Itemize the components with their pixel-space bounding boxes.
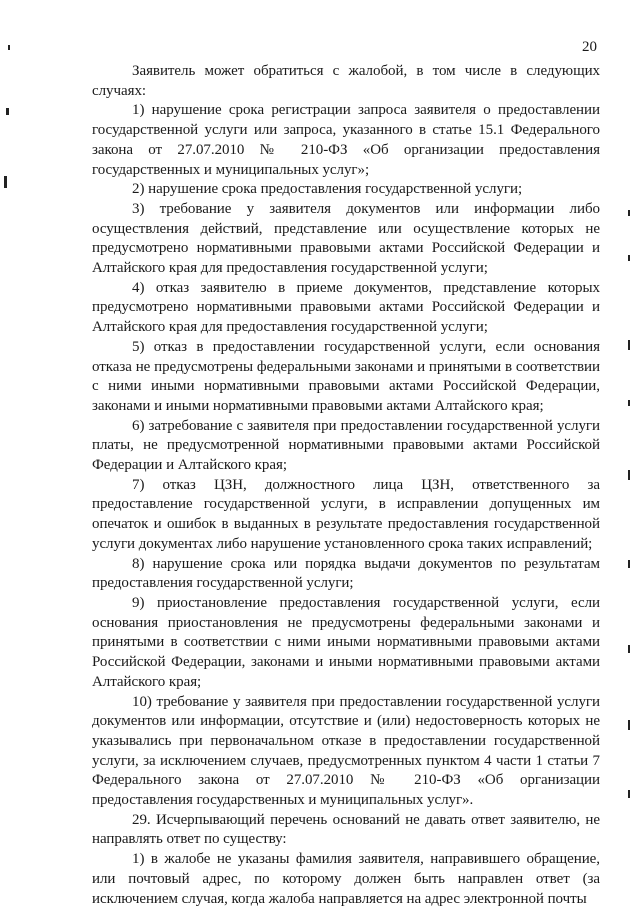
paragraph-item-5: 5) отказ в предоставлении государственной услуги, если основания отказа не предусмотрены федеральными законами и принятыми в соответствии с ними иными нормативными правовыми актами Российской Федерации, законами и иными нормативными правовыми актами Алтайского края; xyxy=(92,338,600,414)
paragraph-item-6: 6) затребование с заявителя при предоставлении государственной услуги платы, не предусмотренной нормативными правовыми актами Российской Федерации и Алтайского края; xyxy=(92,417,600,474)
scan-mark-left-2 xyxy=(6,108,9,115)
scan-mark-left-1 xyxy=(8,45,10,50)
page-number: 20 xyxy=(582,39,597,55)
paragraph-item-2: 2) нарушение срока предоставления государственной услуги; xyxy=(132,181,523,198)
paragraph-item-1: 1) нарушение срока регистрации запроса заявителя о предоставлении государственной услуги или запроса, указанного в статье 15.1 Федерального закона от 27.07.2010 № 210-ФЗ «Об организации предоставления государственных и муниципальных услуг»; xyxy=(92,102,600,178)
scan-mark-right-8 xyxy=(628,720,630,730)
paragraph-section-29: 29. Исчерпывающий перечень оснований не давать ответ заявителю, не направлять ответ по существу: xyxy=(92,811,600,848)
paragraph-item-10: 10) требование у заявителя при предоставлении государственной услуги документов или информации, отсутствие и (или) недостоверность которых не указывались при первоначальном отказе в предоставлении государственной услуги, за исключением случаев, предусмотренных пунктом 4 части 1 статьи 7 Федерального закона от 27.07.2010 № 210-ФЗ «Об организации предоставления государственных и муниципальных услуг». xyxy=(92,693,600,809)
scan-mark-right-4 xyxy=(628,400,630,406)
scan-mark-right-2 xyxy=(628,255,630,261)
scan-mark-left-3 xyxy=(4,176,7,188)
paragraph-item-7: 7) отказ ЦЗН, должностного лица ЦЗН, ответственного за предоставление государственной услуги, в исправлении допущенных им опечаток и ошибок в выданных в результате предоставления государственной услуги документах либо нарушение установленного срока таких исправлений; xyxy=(92,476,600,552)
scan-mark-right-9 xyxy=(628,790,630,798)
scan-mark-right-1 xyxy=(628,210,630,216)
paragraph-item-4: 4) отказ заявителю в приеме документов, представление которых предусмотрено нормативными правовыми актами Российской Федерации и Алтайского края для предоставления государственной услуги; xyxy=(92,279,600,336)
paragraph-intro: Заявитель может обратиться с жалобой, в том числе в следующих случаях: xyxy=(92,63,600,99)
scan-mark-right-5 xyxy=(628,470,630,480)
document-body xyxy=(92,62,600,909)
paragraph-item-3: 3) требование у заявителя документов или информации либо осуществления действий, представление или осуществление которых не предусмотрено нормативными правовыми актами Российской Федерации и Алтайского края для предоставления государственной услуги; xyxy=(92,200,600,277)
paragraph-item-8: 8) нарушение срока или порядка выдачи документов по результатам предоставления государственной услуги; xyxy=(92,555,600,592)
scan-mark-right-3 xyxy=(628,340,630,350)
paragraph-section-29-item-1: 1) в жалобе не указаны фамилия заявителя, направившего обращение, или почтовый адрес, по которому должен быть направлен ответ (за исключением случая, когда жалоба направляется на адрес электронной почты xyxy=(92,851,600,907)
scan-mark-right-6 xyxy=(628,560,630,568)
scan-mark-right-7 xyxy=(628,645,630,653)
paragraph-item-9: 9) приостановление предоставления государственной услуги, если основания приостановления не предусмотрены федеральными законами и принятыми в соответствии с ними иными нормативными правовыми актами Российской Федерации, законами и иными нормативными правовыми актами Алтайского края; xyxy=(92,594,600,690)
